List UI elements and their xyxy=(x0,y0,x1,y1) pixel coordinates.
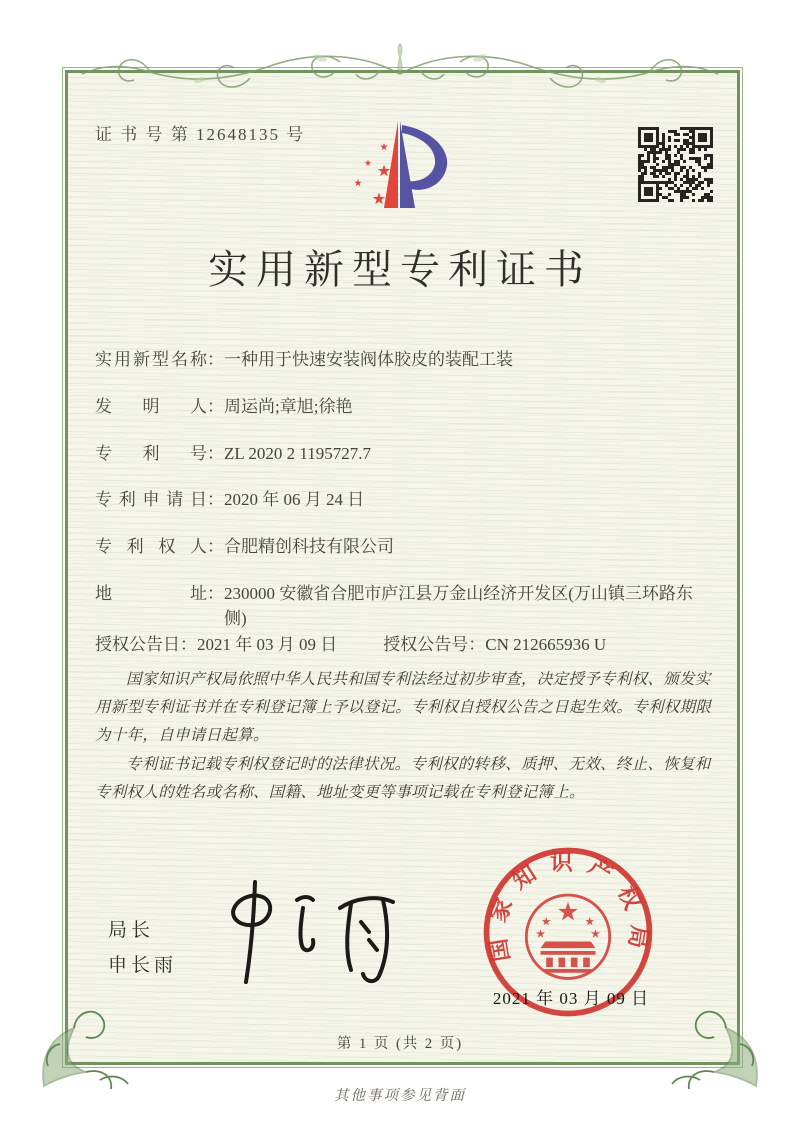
field-value: 合肥精创科技有限公司 xyxy=(224,537,394,556)
field-address xyxy=(95,581,711,631)
field-value: 周运尚;章旭;徐艳 xyxy=(224,397,353,416)
field-label: 专利申请日 xyxy=(95,490,207,509)
field-utility-model-name xyxy=(95,347,711,372)
grant-date-label: 授权公告日 xyxy=(95,635,180,654)
page-number: 第 1 页 (共 2 页) xyxy=(336,1036,464,1052)
field-patent-number xyxy=(95,441,711,466)
grant-number-label: 授权公告号 xyxy=(383,635,469,654)
grant-date-value: 2021 年 03 月 09 日 xyxy=(197,635,338,654)
field-value: 230000 安徽省合肥市庐江县万金山经济开发区(万山镇三环路东侧) xyxy=(224,584,693,628)
back-side-note: 其他事项参见背面 xyxy=(334,1088,466,1104)
grant-number-value: CN 212665936 U xyxy=(485,635,607,654)
field-colon: ： xyxy=(468,635,486,654)
qr-code xyxy=(638,127,713,202)
field-value: 一种用于快速安装阀体胶皮的装配工装 xyxy=(224,350,513,369)
field-label: 实用新型名称 xyxy=(95,350,207,369)
signatory-name: 申长雨 xyxy=(108,955,178,976)
signatory-title: 局长 xyxy=(108,920,155,941)
top-flourish-ornament xyxy=(80,40,720,102)
seal-date: 2021 年 03 月 09 日 xyxy=(492,989,650,1008)
field-value: ZL 2020 2 1195727.7 xyxy=(224,444,372,463)
field-patentee xyxy=(95,534,711,559)
field-colon: ： xyxy=(207,350,224,369)
field-label: 专利权人 xyxy=(95,537,207,556)
field-colon: ： xyxy=(207,537,224,556)
field-grant-row xyxy=(95,632,711,657)
legal-paragraph-2: 专利证书记载专利权登记时的法律状况。专利权的转移、质押、无效、终止、恢复和专利权人的姓名或名称、国籍、地址变更等事项记载在专利登记簿上。 xyxy=(95,755,711,801)
certificate-number: 证 书 号 第 12648135 号 xyxy=(95,125,306,144)
field-colon: ： xyxy=(180,635,197,654)
certificate-title: 实用新型专利证书 xyxy=(208,247,592,292)
cnipa-logo-icon xyxy=(335,112,460,224)
field-colon: ： xyxy=(207,490,224,509)
field-label: 发明人 xyxy=(95,397,207,416)
field-value: 2020 年 06 月 24 日 xyxy=(224,490,365,509)
field-label: 专利号 xyxy=(95,444,207,463)
field-inventors xyxy=(95,394,711,419)
handwritten-signature xyxy=(205,878,415,990)
legal-text xyxy=(95,666,717,807)
field-colon: ： xyxy=(207,397,224,416)
field-label: 地址 xyxy=(95,584,207,603)
field-colon: ： xyxy=(207,444,224,463)
seal-text: 国家知识产权局 xyxy=(483,849,653,964)
field-filing-date xyxy=(95,487,711,512)
legal-paragraph-1: 国家知识产权局依照中华人民共和国专利法经过初步审查，决定授予专利权、颁发实用新型专利证书并在专利登记簿上予以登记。专利权自授权公告之日起生效。专利权期限为十年，自申请日起算。 xyxy=(95,671,712,745)
field-colon: ： xyxy=(207,584,224,603)
